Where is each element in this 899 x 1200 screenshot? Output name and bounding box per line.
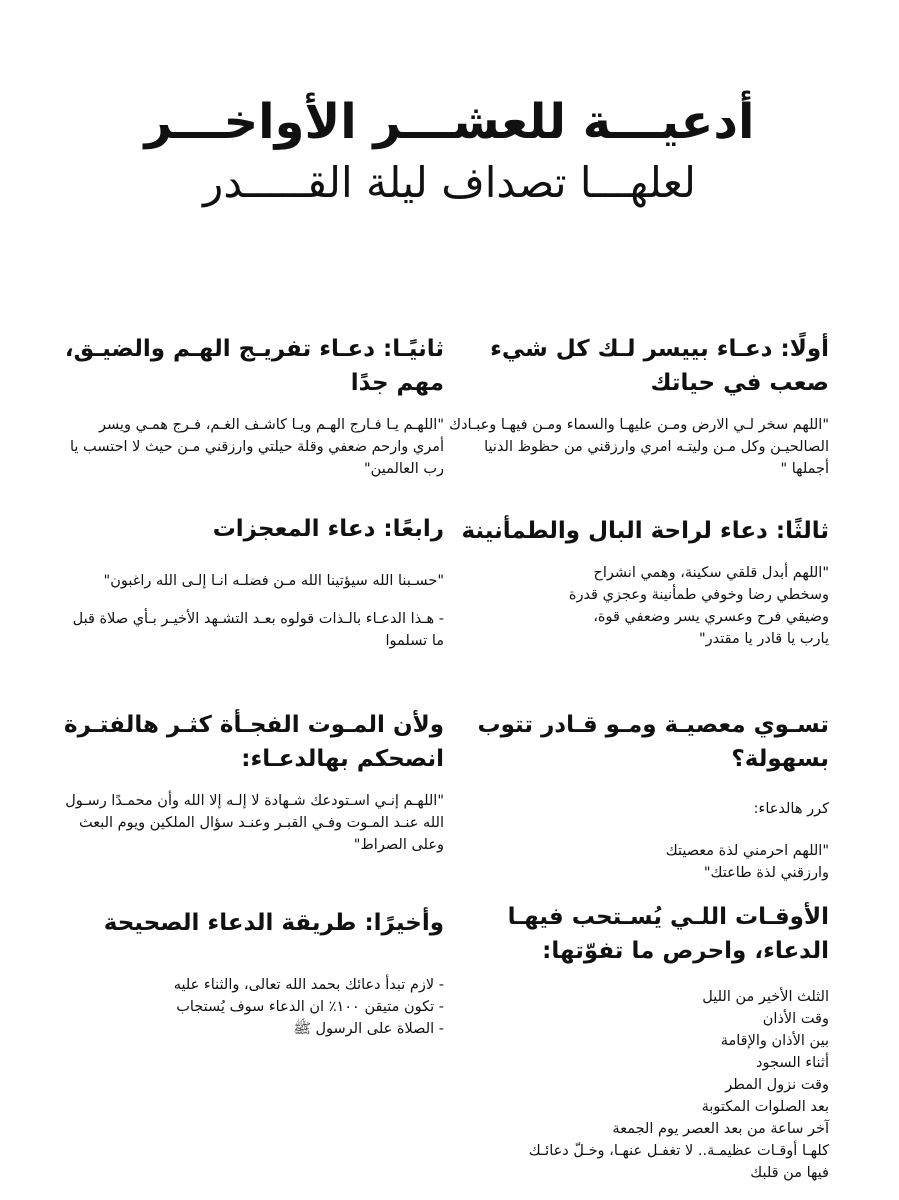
- section-body: "اللهـم إنـي اسـتودعك شـهادة لا إلـه إلا الله وأن محمـدًا رسـول الله عنـد المـوت وفـي القبـر وعنـد سؤال الملكين ويوم البعث وعلى الصراط": [65, 793, 444, 853]
- dua-line: وضيقي فرح وعسري يسر وضعفي قوة،: [593, 609, 829, 625]
- section-third-dua: [449, 514, 829, 650]
- list-item: كلهـا أوقـات عظيمـة.. لا تغفـل عنهـا، وخـلّ دعائـك: [528, 1143, 829, 1159]
- section-heading: ثالثًا: دعاء لراحة البال والطمأنينة: [461, 518, 829, 544]
- list-item: فيها من قلبك: [750, 1165, 829, 1181]
- list-item: أثناء السجود: [756, 1055, 829, 1071]
- dua-line: "اللهم احرمني لذة معصيتك: [665, 843, 829, 859]
- dua-line: وسخطي رضا وخوفي طمأنينة وعجزي قدرة: [568, 587, 829, 603]
- section-heading: أولًا: دعـاء بييسر لـك كل شيء صعب في حياتك: [490, 336, 829, 396]
- list-item: بعد الصلوات المكتوبة: [701, 1099, 829, 1115]
- times-list: [449, 986, 829, 1184]
- section-best-times: [449, 900, 829, 1184]
- section-fourth-dua: [64, 512, 444, 652]
- section-intro: كرر هالدعاء:: [753, 801, 829, 817]
- dua-line: "اللهم أبدل قلقي سكينة، وهمي انشراح: [593, 565, 829, 581]
- section-heading: ثانيًـا: دعـاء تفريـج الهـم والضيـق، مهم جدًا: [64, 336, 444, 396]
- list-item: آخر ساعة من بعد العصر يوم الجمعة: [612, 1121, 829, 1137]
- list-item: - لازم تبدأ دعائك بحمد الله تعالى، والثناء عليه: [173, 977, 444, 993]
- section-heading: الأوقـات اللـي يُسـتحب فيهـا الدعاء، واحرص ما تفوّتها:: [507, 904, 829, 964]
- page-subtitle: لعلهـــا تصداف ليلة القـــــدر: [203, 158, 696, 207]
- list-item: وقت الأذان: [762, 1011, 829, 1027]
- section-heading: رابعًا: دعاء المعجزات: [212, 516, 444, 542]
- section-sudden-death: [64, 708, 444, 856]
- section-body: "حسـبنا الله سيؤتينا الله مـن فضلـه انـا إلـى الله راغبون": [103, 573, 444, 589]
- section-note: - هـذا الدعـاء بالـذات قولوه بعـد التشـهد الأخيـر بـأي صلاة قبل ما تسلموا: [72, 611, 444, 649]
- list-item: وقت نزول المطر: [725, 1077, 829, 1093]
- section-heading: تسـوي معصيـة ومـو قـادر تتوب بسهولة؟: [477, 712, 829, 772]
- steps-list: [64, 974, 444, 1040]
- dua-lines: [449, 840, 829, 884]
- section-first-dua: [449, 332, 829, 480]
- list-item: الثلث الأخير من الليل: [702, 989, 829, 1005]
- section-heading: ولأن المـوت الفجـأة كثـر هالفتـرة انصحكم بهالدعـاء:: [64, 712, 444, 772]
- list-item: - تكون متيقن ١٠٠٪ ان الدعاء سوف يُستجاب: [176, 999, 444, 1015]
- dua-lines: [449, 562, 829, 650]
- section-heading: وأخيرًا: طريقة الدعاء الصحيحة: [103, 910, 444, 936]
- page-title: أدعيـــة للعشـــر الأواخـــر: [144, 94, 755, 150]
- section-second-dua: [64, 332, 444, 480]
- dua-line: يارب يا قادر يا مقتدر": [698, 631, 829, 647]
- list-item: - الصلاة على الرسول ﷺ: [293, 1021, 444, 1037]
- list-item: بين الأذان والإقامة: [720, 1033, 829, 1049]
- dua-line: وارزقني لذة طاعتك": [703, 865, 829, 881]
- section-body: "اللهم سخر لـي الارض ومـن عليهـا والسماء ومـن فيهـا وعبـادك الصالحيـن وكل مـن وليتـه امري وارزقني من حظوظ الدنيا أجملها ": [449, 417, 829, 477]
- section-correct-way: [64, 906, 444, 1040]
- section-repentance: [449, 708, 829, 884]
- title-block: [60, 90, 839, 212]
- section-body: "اللهـم يـا فـارج الهـم ويـا كاشـف الغـم، فـرج همـي ويسر أمري وارحم ضعفي وقلة حيلتي وارزقني مـن حيث لا احتسب يا رب العالمين": [69, 417, 444, 477]
